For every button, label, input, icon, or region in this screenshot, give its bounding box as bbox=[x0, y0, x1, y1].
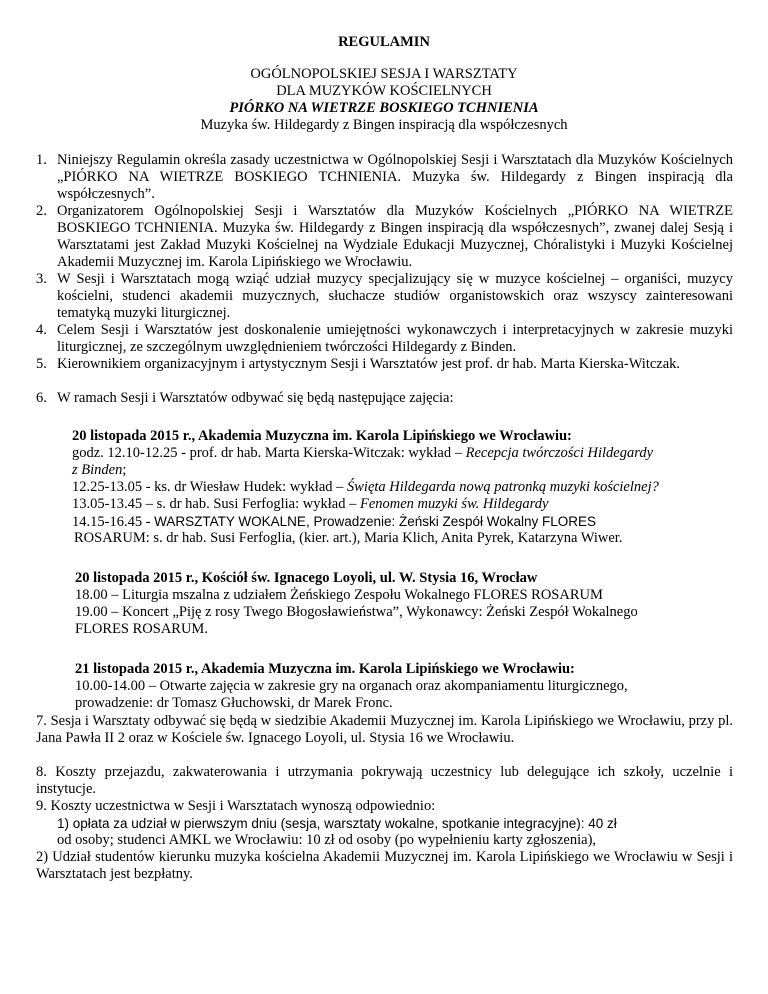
event-text: , Prowadzenie: Żeński Zespół Wokalny FLORES bbox=[305, 514, 597, 529]
rule-9-item-2: 2) Udział studentów kierunku muzyka kościelna Akademii Muzycznej im. Karola Lipińskiego we Wrocławiu w Sesji i Warsztatach jest bezpłatny. bbox=[36, 849, 733, 882]
list-item-5: Kierownikiem organizacyjnym i artystycznym Sesji i Warsztatów jest prof. dr hab. Marta Kierska-Witczak. bbox=[57, 356, 681, 372]
header-line-3: PIÓRKO NA WIETRZE BOSKIEGO TCHNIENIA bbox=[229, 100, 539, 116]
rule-8: 8. Koszty przejazdu, zakwaterowania i utrzymania pokrywają uczestnicy lub delegujące ich szkoły, uczelnie i instytucje. bbox=[36, 764, 733, 797]
header-line-2: DLA MUZYKÓW KOŚCIELNYCH bbox=[276, 83, 492, 99]
event-text: 12.25-13.05 - ks. dr Wiesław Hudek: wykład – bbox=[72, 479, 348, 495]
rule-9-item-1-cont: od osoby; studenci AMKL we Wrocławiu: 10 zł od osoby (po wypełnieniu karty zgłoszenia), bbox=[57, 832, 597, 848]
rule-7: 7. Sesja i Warsztaty odbywać się będą w siedzibie Akademii Muzycznej im. Karola Lipińskiego we Wrocławiu, przy pl. Jana Pawła II 2 oraz w Kościele św. Ignacego Loyoli, ul. Stysia 16 we Wrocławiu. bbox=[36, 713, 733, 746]
event-title: z Binden bbox=[72, 462, 123, 478]
day1-heading: 20 listopada 2015 r., Akademia Muzyczna im. Karola Lipińskiego we Wrocławiu: bbox=[72, 428, 572, 444]
day2-event-2: 19.00 – Koncert „Piję z rosy Twego Błogosławieństwa”, Wykonawcy: Żeński Zespół Wokalnego bbox=[75, 604, 638, 620]
event-title: Fenomen muzyki św. Hildegardy bbox=[359, 496, 549, 512]
day1-event-4 bbox=[72, 513, 596, 531]
rule-9-item-1: 1) opłata za udział w pierwszym dniu (sesja, warsztaty wokalne, spotkanie integracyjne): 40 zł bbox=[57, 816, 617, 831]
day2-event-1: 18.00 – Liturgia mszalna z udziałem Żeńskiego Zespołu Wokalnego FLORES ROSARUM bbox=[75, 587, 603, 603]
document-title: REGULAMIN bbox=[338, 34, 430, 50]
event-text: WARSZTATY WOKALNE bbox=[154, 514, 306, 529]
list-number: 5. bbox=[36, 356, 47, 372]
event-text: ; bbox=[122, 462, 127, 478]
list-item-1: Niniejszy Regulamin określa zasady uczestnictwa w Ogólnopolskiej Sesji i Warsztatach dla Muzyków Kościelnych „PIÓRKO NA WIETRZE BOSKIEGO TCHNIENIA. Muzyka św. Hildegardy z Bingen inspiracją dla współczesnych”. bbox=[57, 152, 733, 202]
list-number: 1. bbox=[36, 152, 47, 168]
day1-event-2 bbox=[72, 479, 659, 496]
event-text: 13.05-13.45 – s. dr hab. Susi Ferfoglia: wykład – bbox=[72, 496, 360, 512]
day1-event-4-cont: ROSARUM: s. dr hab. Susi Ferfoglia, (kier. art.), Maria Klich, Anita Pyrek, Katarzyna Wiwer. bbox=[74, 530, 623, 546]
list-number: 3. bbox=[36, 271, 47, 287]
list-number: 6. bbox=[36, 390, 47, 406]
list-item-3: W Sesji i Warsztatach mogą wziąć udział muzycy specjalizujący się w muzyce kościelnej – organiści, muzycy kościelni, studenci akademii muzycznych, słuchacze studiów organistowskich oraz wszyscy zainteresowani tematyką muzyki liturgicznej. bbox=[57, 271, 733, 321]
list-number: 4. bbox=[36, 322, 47, 338]
heading-date: 20 listopada 2015 r., bbox=[75, 570, 199, 586]
day3-event-1-cont: prowadzenie: dr Tomasz Głuchowski, dr Marek Fronc. bbox=[75, 695, 393, 711]
list-item-2: Organizatorem Ogólnopolskiej Sesji i Warsztatów dla Muzyków Kościelnych „PIÓRKO NA WIETRZE BOSKIEGO TCHNIENIA. Muzyka św. Hildegardy z Bingen inspiracją dla współczesnych”, zwanej dalej Sesją i Warsztatami jest Zakład Muzyki Kościelnej na Wydziale Edukacji Muzycznej, Chóralistyki i Muzyki Kościelnej Akademii Muzycznej im. Karola Lipińskiego we Wrocławiu. bbox=[57, 203, 733, 270]
heading-place: Kościół św. Ignacego Loyoli, ul. W. Stysia 16, Wrocław bbox=[198, 570, 538, 586]
list-item-4: Celem Sesji i Warsztatów jest doskonalenie umiejętności wykonawczych i interpretacyjnych w zakresie muzyki liturgicznej, ze szczególnym uwzględnieniem twórczości Hildegardy z Binden. bbox=[57, 322, 733, 355]
day2-event-2-cont: FLORES ROSARUM. bbox=[75, 621, 208, 637]
day3-event-1: 10.00-14.00 – Otwarte zajęcia w zakresie gry na organach oraz akompaniamentu liturgicznego, bbox=[75, 678, 628, 694]
list-number: 2. bbox=[36, 203, 47, 219]
list-item-6: W ramach Sesji i Warsztatów odbywać się będą następujące zajęcia: bbox=[57, 390, 454, 406]
day1-event-3 bbox=[72, 496, 548, 513]
header-line-4: Muzyka św. Hildegardy z Bingen inspiracją dla współczesnych bbox=[200, 117, 568, 133]
event-text: godz. 12.10-12.25 - prof. dr hab. Marta Kierska-Witczak: wykład – bbox=[72, 445, 466, 461]
event-title: Recepcja twórczości Hildegardy bbox=[465, 445, 653, 461]
header-line-1: OGÓLNOPOLSKIEJ SESJA I WARSZTATY bbox=[250, 66, 518, 82]
event-text: 14.15-16.45 - bbox=[72, 514, 155, 530]
day2-heading bbox=[75, 570, 537, 587]
event-title: Święta Hildegarda nową patronką muzyki kościelnej? bbox=[347, 479, 659, 495]
rule-9: 9. Koszty uczestnictwa w Sesji i Warsztatach wynoszą odpowiednio: bbox=[36, 798, 436, 814]
day1-event-1 bbox=[72, 445, 653, 462]
day1-event-1-cont bbox=[72, 462, 126, 479]
day3-heading: 21 listopada 2015 r., Akademia Muzyczna im. Karola Lipińskiego we Wrocławiu: bbox=[75, 661, 575, 677]
